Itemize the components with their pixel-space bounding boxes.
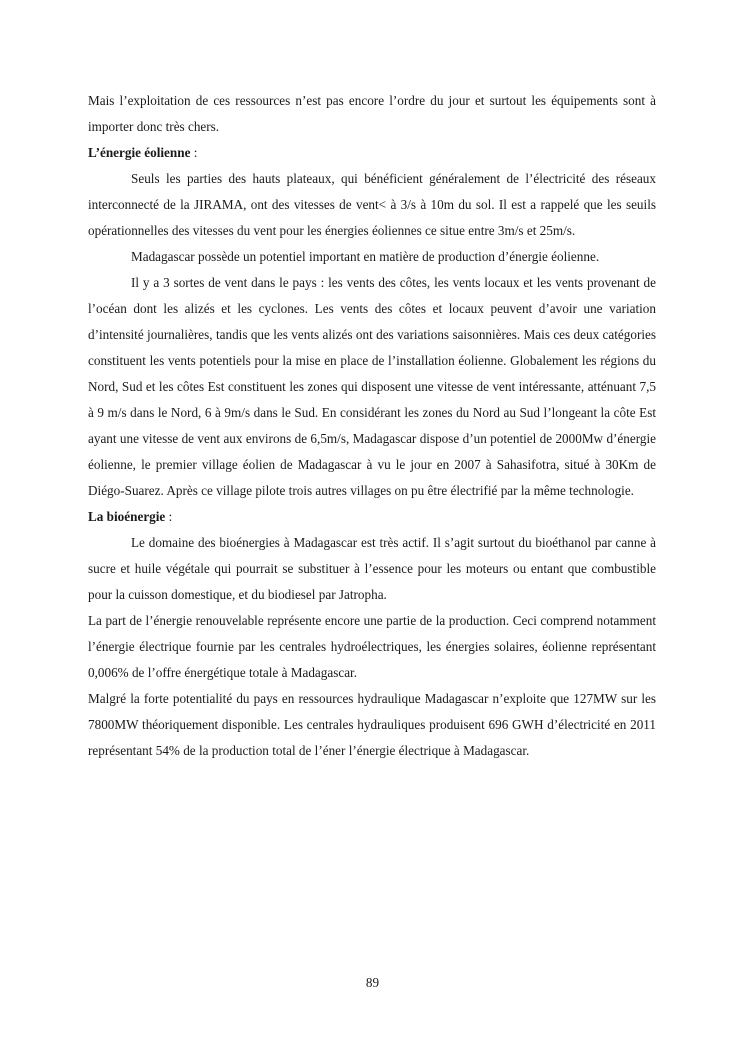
heading-eolienne: L’énergie éolienne: [88, 145, 191, 160]
heading-bioenergie-suffix: :: [165, 509, 173, 524]
heading-eolienne-suffix: :: [190, 145, 198, 160]
heading-bioenergie-line: [88, 504, 656, 530]
heading-eolienne-line: [88, 140, 656, 166]
paragraph-hydraulique: Malgré la forte potentialité du pays en ressources hydraulique Madagascar n’exploite que 127MW sur les 7800MW théoriquement disponible. Les centrales hydrauliques produisent 696 GWH d’électricité en 2011 représentant 54% de la production total de l’éner l’énergie électrique à Madagascar.: [88, 691, 656, 758]
paragraph-sortes-de-vent: Il y a 3 sortes de vent dans le pays : les vents des côtes, les vents locaux et les vents provenant de l’océan dont les alizés et les cyclones. Les vents des côtes et locaux peuvent d’avoir une variation d’intensité journalières, tandis que les vents alizés ont des variations saisonnières. Mais ces deux catégories constituent les vents potentiels pour la mise en place de l’installation éolienne. Globalement les régions du Nord, Sud et les côtes Est constituent les zones qui disposent une vitesse de vent intéressante, atténuant 7,5 à 9 m/s dans le Nord, 6 à 9m/s dans le Sud. En considérant les zones du Nord au Sud l’longeant la côte Est ayant une vitesse de vent aux environs de 6,5m/s, Madagascar dispose d’un potentiel de 2000Mw d’énergie éolienne, le premier village éolien de Madagascar à vu le jour en 2007 à Sahasifotra, situé à 30Km de Diégo-Suarez. Après ce village pilote trois autres villages on pu être électrifié par la même technologie.: [88, 275, 656, 498]
paragraph-potentiel-eolien: Madagascar possède un potentiel important en matière de production d’énergie éolienne.: [131, 249, 600, 264]
page-body: [88, 88, 656, 764]
paragraph-part-renouvelable: La part de l’énergie renouvelable représente encore une partie de la production. Ceci comprend notamment l’énergie électrique fournie par les centrales hydroélectriques, les énergies solaires, éolienne représentant 0,006% de l’offre énergétique totale à Madagascar.: [88, 613, 656, 680]
paragraph-vent-hauts-plateaux: Seuls les parties des hauts plateaux, qui bénéficient généralement de l’électricité des réseaux interconnecté de la JIRAMA, ont des vitesses de vent< à 3/s à 10m du sol. Il est a rappelé que les seuils opérationnelles des vitesses du vent pour les énergies éoliennes ce situe entre 3m/s et 25m/s.: [88, 171, 656, 238]
paragraph-intro: Mais l’exploitation de ces ressources n’est pas encore l’ordre du jour et surtout les équipements sont à importer donc très chers.: [88, 93, 656, 134]
page-number: 89: [365, 975, 380, 990]
paragraph-bioenergies: Le domaine des bioénergies à Madagascar est très actif. Il s’agit surtout du bioéthanol par canne à sucre et huile végétale qui pourrait se substituer à l’essence pour les moteurs ou entant que combustible pour la cuisson domestique, et du biodiesel par Jatropha.: [88, 535, 656, 602]
heading-bioenergie: La bioénergie: [88, 509, 166, 524]
